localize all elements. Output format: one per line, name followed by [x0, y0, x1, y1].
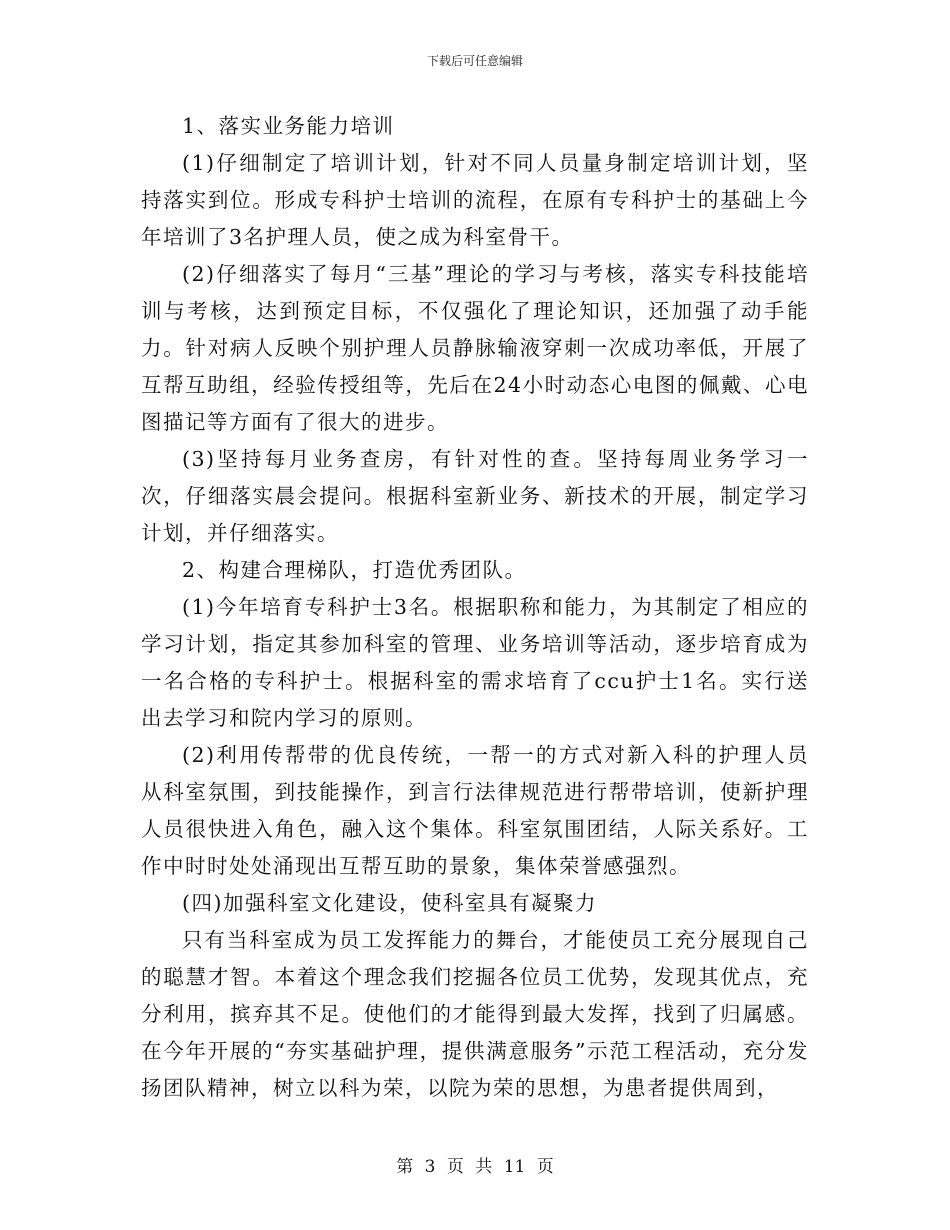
- paragraph: (1)今年培育专科护士3名。根据职称和能力，为其制定了相应的学习计划，指定其参加科室的管理、业务培训等活动，逐步培育成为一名合格的专科护士。根据科室的需求培育了ccu护士1名。实行送出去学习和院内学习的原则。: [141, 595, 809, 730]
- document-body: [141, 108, 809, 1107]
- page-footer: 第 3 页 共 11 页: [396, 1157, 554, 1177]
- paragraph: (3)坚持每月业务查房，有针对性的查。坚持每周业务学习一次，仔细落实晨会提问。根据科室新业务、新技术的开展，制定学习计划，并仔细落实。: [141, 447, 809, 545]
- paragraph: (1)仔细制定了培训计划，针对不同人员量身制定培训计划，坚持落实到位。形成专科护士培训的流程，在原有专科护士的基础上今年培训了3名护理人员，使之成为科室骨干。: [141, 151, 809, 249]
- paragraph: (2)仔细落实了每月“三基”理论的学习与考核，落实专科技能培训与考核，达到预定目标，不仅强化了理论知识，还加强了动手能力。针对病人反映个别护理人员静脉输液穿刺一次成功率低，开展了互帮互助组，经验传授组等，先后在24小时动态心电图的佩戴、心电图描记等方面有了很大的进步。: [141, 262, 809, 434]
- paragraph: 只有当科室成为员工发挥能力的舞台，才能使员工充分展现自己的聪慧才智。本着这个理念我们挖掘各位员工优势，发现其优点，充分利用，摈弃其不足。使他们的才能得到最大发挥，找到了归属感。在今年开展的“夯实基础护理，提供满意服务”示范工程活动，充分发扬团队精神，树立以科为荣，以院为荣的思想，为患者提供周到，: [141, 928, 809, 1100]
- section-heading-4: (四)加强科室文化建设，使科室具有凝聚力: [182, 891, 597, 915]
- page-header: 下载后可任意编辑: [426, 54, 523, 68]
- paragraph: (2)利用传帮带的优良传统，一帮一的方式对新入科的护理人员从科室氛围，到技能操作，到言行法律规范进行帮带培训，使新护理人员很快进入角色，融入这个集体。科室氛围团结，人际关系好。工作中时时处处涌现出互帮互助的景象，集体荣誉感强烈。: [141, 743, 809, 878]
- section-heading-1: 1、落实业务能力培训: [182, 114, 395, 138]
- section-heading-2: 2、构建合理梯队，打造优秀团队。: [182, 558, 527, 582]
